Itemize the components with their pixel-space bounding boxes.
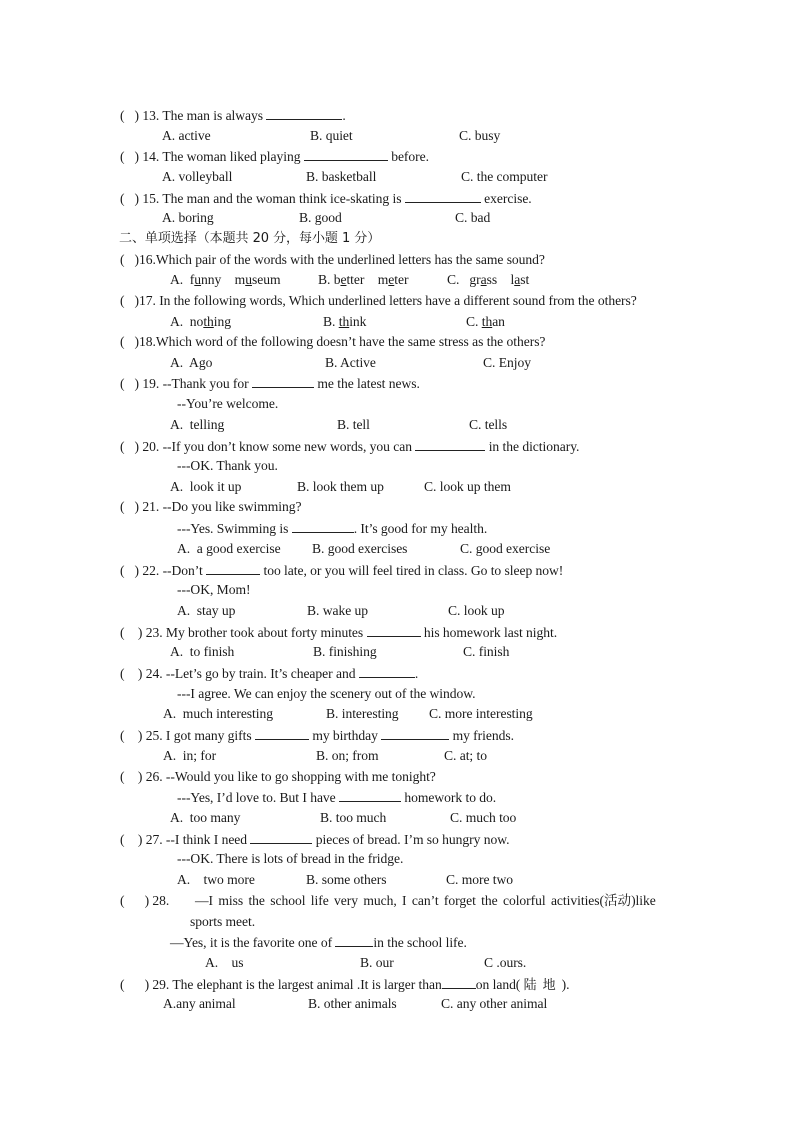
- reply-text: ---Yes, I’d love to. But I have: [177, 790, 336, 805]
- option-text: A. no: [170, 314, 204, 329]
- answer-paren: (: [120, 563, 125, 578]
- dialogue-reply: ---OK. There is lots of bread in the fridge.: [177, 851, 404, 866]
- question-stem: 27. --I think I need: [145, 832, 248, 847]
- option-a: A. much interesting: [163, 706, 273, 721]
- reply-text: —Yes, it is the favorite one of: [170, 935, 333, 950]
- answer-paren-close: ): [137, 625, 143, 640]
- question-22: [120, 562, 563, 579]
- option-text: tter m: [346, 272, 389, 287]
- option-a: A. Ago: [170, 355, 213, 370]
- option-text: an: [492, 314, 505, 329]
- option-c: C. finish: [463, 644, 510, 659]
- answer-paren-close: ): [137, 728, 143, 743]
- option-b: B. too much: [320, 810, 387, 825]
- dialogue-reply: ---OK. Thank you.: [177, 458, 278, 473]
- question-stem: 17. In the following words, Which underlined letters have a different sound from the others?: [139, 293, 637, 308]
- answer-paren-close: ): [137, 832, 143, 847]
- option-c: C .ours.: [484, 955, 527, 970]
- option-a: A. in; for: [163, 748, 217, 763]
- answer-paren-close: ): [134, 149, 140, 164]
- option-text: A. f: [170, 272, 195, 287]
- underlined-letter: a: [514, 272, 521, 287]
- answer-blank: [381, 727, 449, 740]
- option-b: B. interesting: [326, 706, 399, 721]
- question-29: [120, 976, 570, 994]
- option-b: B. good: [299, 210, 342, 225]
- answer-blank: [255, 727, 309, 740]
- option-a: A. too many: [170, 810, 241, 825]
- question-23: [120, 624, 557, 641]
- answer-paren-close: ): [137, 769, 143, 784]
- question-stem: —I miss the school life very much, I can’t forget the colorful activities(活动)like: [195, 893, 656, 908]
- underlined-letter: th: [338, 314, 350, 329]
- question-stem-end: exercise.: [484, 191, 532, 206]
- question-28: [120, 893, 169, 909]
- question-stem-end: .: [414, 666, 419, 681]
- question-stem-end: in the dictionary.: [488, 439, 580, 454]
- dialogue-reply: [170, 934, 467, 951]
- question-stem-end: pieces of bread. I’m so hungry now.: [315, 832, 510, 847]
- question-13: [120, 107, 346, 124]
- answer-paren: (: [120, 376, 125, 391]
- answer-paren: (: [120, 728, 125, 743]
- option-b: B. on; from: [316, 748, 379, 763]
- reply-text-end: . It’s good for my health.: [353, 521, 488, 536]
- question-19: [120, 375, 420, 392]
- option-c: C. the computer: [461, 169, 548, 184]
- question-24: [120, 665, 418, 682]
- question-18: [120, 334, 545, 350]
- answer-paren: (: [120, 293, 125, 308]
- option-b: B. some others: [306, 872, 387, 887]
- option-c: C. more two: [446, 872, 514, 887]
- option-c: C. look up them: [424, 479, 511, 494]
- answer-paren: (: [120, 977, 125, 992]
- option-b: [318, 272, 408, 288]
- option-b: B. wake up: [307, 603, 369, 618]
- answer-paren-close: ): [134, 499, 140, 514]
- answer-paren-close: ): [134, 191, 140, 206]
- option-c: C. bad: [455, 210, 491, 225]
- option-text: ing: [213, 314, 232, 329]
- question-stem-mid: my birthday: [312, 728, 378, 743]
- question-stem: 22. --Don’t: [142, 563, 203, 578]
- option-b: B. good exercises: [312, 541, 408, 556]
- option-text: nny m: [201, 272, 246, 287]
- option-text: st: [520, 272, 530, 287]
- question-21: [120, 499, 302, 515]
- reply-text-end: homework to do.: [404, 790, 497, 805]
- underlined-letter: th: [481, 314, 493, 329]
- answer-blank: [206, 562, 260, 575]
- option-b: B. tell: [337, 417, 370, 432]
- question-stem: 19. --Thank you for: [142, 376, 249, 391]
- dialogue-reply: [177, 520, 487, 537]
- underlined-letter: a: [480, 272, 487, 287]
- question-stem: 16.Which pair of the words with the underlined letters has the same sound?: [139, 252, 545, 267]
- answer-blank: [252, 375, 314, 388]
- answer-blank: [415, 438, 485, 451]
- question-stem-end: .: [342, 108, 346, 123]
- underlined-letter: u: [245, 272, 252, 287]
- question-stem: 13. The man is always: [142, 108, 264, 123]
- question-stem: 24. --Let’s go by train. It’s cheaper and: [145, 666, 356, 681]
- option-b: B. finishing: [313, 644, 377, 659]
- option-c: C. more interesting: [429, 706, 533, 721]
- question-stem: 15. The man and the woman think ice-skating is: [142, 191, 402, 206]
- option-a: A. telling: [170, 417, 225, 432]
- option-c: C. much too: [450, 810, 517, 825]
- option-a: A. stay up: [177, 603, 236, 618]
- answer-paren: (: [120, 625, 125, 640]
- answer-blank: [367, 624, 421, 637]
- answer-paren-close: ): [134, 252, 140, 267]
- option-b: B. other animals: [308, 996, 397, 1011]
- option-c: C. Enjoy: [483, 355, 531, 370]
- question-26: [120, 769, 436, 785]
- question-stem: 25. I got many gifts: [145, 728, 252, 743]
- answer-paren-close: ): [134, 334, 140, 349]
- option-a: [170, 272, 280, 288]
- option-c: [447, 272, 529, 288]
- option-a: A. to finish: [170, 644, 235, 659]
- question-stem-end: my friends.: [452, 728, 514, 743]
- reply-text: ---Yes. Swimming is: [177, 521, 289, 536]
- question-stem: 23. My brother took about forty minutes: [145, 625, 364, 640]
- option-text: ss l: [486, 272, 515, 287]
- answer-paren: (: [120, 149, 125, 164]
- question-stem: 29. The elephant is the largest animal .It is larger than: [152, 977, 442, 992]
- question-20: [120, 438, 579, 455]
- answer-paren: (: [120, 191, 125, 206]
- answer-blank: [266, 107, 342, 120]
- underlined-letter: th: [203, 314, 214, 329]
- chinese-gloss: 陆地: [523, 978, 562, 993]
- answer-paren: (: [120, 893, 125, 908]
- answer-paren-close: ): [134, 376, 140, 391]
- question-stem-end: ).: [561, 977, 570, 992]
- answer-paren: (: [120, 769, 125, 784]
- question-stem: 21. --Do you like swimming?: [142, 499, 302, 514]
- question-stem-mid: on land(: [475, 977, 521, 992]
- option-text: B. b: [318, 272, 341, 287]
- question-27: [120, 831, 509, 848]
- answer-paren: (: [120, 666, 125, 681]
- option-text: C.: [466, 314, 482, 329]
- option-text: seum: [251, 272, 281, 287]
- answer-blank: [250, 831, 312, 844]
- option-b: B. Active: [325, 355, 376, 370]
- option-a: A. a good exercise: [177, 541, 281, 556]
- option-c: C. good exercise: [460, 541, 551, 556]
- option-c: C. any other animal: [441, 996, 548, 1011]
- option-c: C. look up: [448, 603, 505, 618]
- underlined-letter: e: [388, 272, 395, 287]
- question-stem-end: his homework last night.: [423, 625, 558, 640]
- option-c: [466, 314, 505, 330]
- option-text: ink: [349, 314, 367, 329]
- question-25: [120, 727, 514, 744]
- answer-paren-close: ): [134, 293, 140, 308]
- question-stem: 14. The woman liked playing: [142, 149, 301, 164]
- option-a: [170, 314, 231, 330]
- answer-blank: [359, 665, 415, 678]
- question-stem-end: before.: [391, 149, 429, 164]
- underlined-letter: u: [194, 272, 202, 287]
- option-a: A. look it up: [170, 479, 242, 494]
- question-stem: 20. --If you don’t know some new words, you can: [142, 439, 412, 454]
- dialogue-reply: [177, 789, 496, 806]
- answer-paren-close: ): [134, 108, 140, 123]
- option-b: B. basketball: [306, 169, 377, 184]
- answer-paren-close: ): [134, 439, 140, 454]
- answer-blank: [405, 190, 481, 203]
- answer-blank: [442, 976, 476, 989]
- answer-paren-close: ): [144, 893, 150, 908]
- question-stem: 26. --Would you like to go shopping with me tonight?: [145, 769, 436, 784]
- option-b: [323, 314, 366, 330]
- answer-paren-close: ): [144, 977, 150, 992]
- answer-blank: [339, 789, 401, 802]
- question-number: 28.: [152, 893, 170, 908]
- answer-blank: [335, 934, 373, 947]
- reply-text-end: in the school life.: [373, 935, 467, 950]
- dialogue-reply: ---I agree. We can enjoy the scenery out of the window.: [177, 686, 476, 701]
- answer-paren-close: ): [134, 563, 140, 578]
- option-text: B.: [323, 314, 339, 329]
- option-a: A. boring: [162, 210, 214, 225]
- option-a: A. two more: [177, 872, 255, 887]
- answer-paren: (: [120, 252, 125, 267]
- answer-paren: (: [120, 439, 125, 454]
- option-c: C. tells: [469, 417, 508, 432]
- option-c: C. at; to: [444, 748, 487, 763]
- question-stem-cont: sports meet.: [190, 914, 256, 929]
- question-15: [120, 190, 532, 207]
- option-a: A. volleyball: [162, 169, 233, 184]
- option-b: B. our: [360, 955, 394, 970]
- option-c: C. busy: [459, 128, 501, 143]
- option-a: A. active: [162, 128, 211, 143]
- answer-paren: (: [120, 832, 125, 847]
- option-a: A. us: [205, 955, 244, 970]
- answer-paren-close: ): [137, 666, 143, 681]
- option-text: C. gr: [447, 272, 481, 287]
- option-b: B. look them up: [297, 479, 384, 494]
- answer-blank: [304, 148, 388, 161]
- section-title: 二、单项选择（本题共 20 分，每小题 1 分）: [119, 231, 381, 246]
- question-stem: 18.Which word of the following doesn’t have the same stress as the others?: [139, 334, 546, 349]
- question-stem-end: me the latest news.: [317, 376, 420, 391]
- question-17: [120, 293, 637, 309]
- underlined-letter: e: [340, 272, 347, 287]
- question-14: [120, 148, 429, 165]
- answer-blank: [292, 520, 354, 533]
- option-b: B. quiet: [310, 128, 353, 143]
- dialogue-reply: --You’re welcome.: [177, 396, 279, 411]
- answer-paren: (: [120, 108, 125, 123]
- dialogue-reply: ---OK, Mom!: [177, 582, 251, 597]
- answer-paren: (: [120, 334, 125, 349]
- option-text: ter: [394, 272, 409, 287]
- option-a: A.any animal: [163, 996, 236, 1011]
- answer-paren: (: [120, 499, 125, 514]
- question-16: [120, 252, 545, 268]
- question-stem-end: too late, or you will feel tired in class. Go to sleep now!: [263, 563, 564, 578]
